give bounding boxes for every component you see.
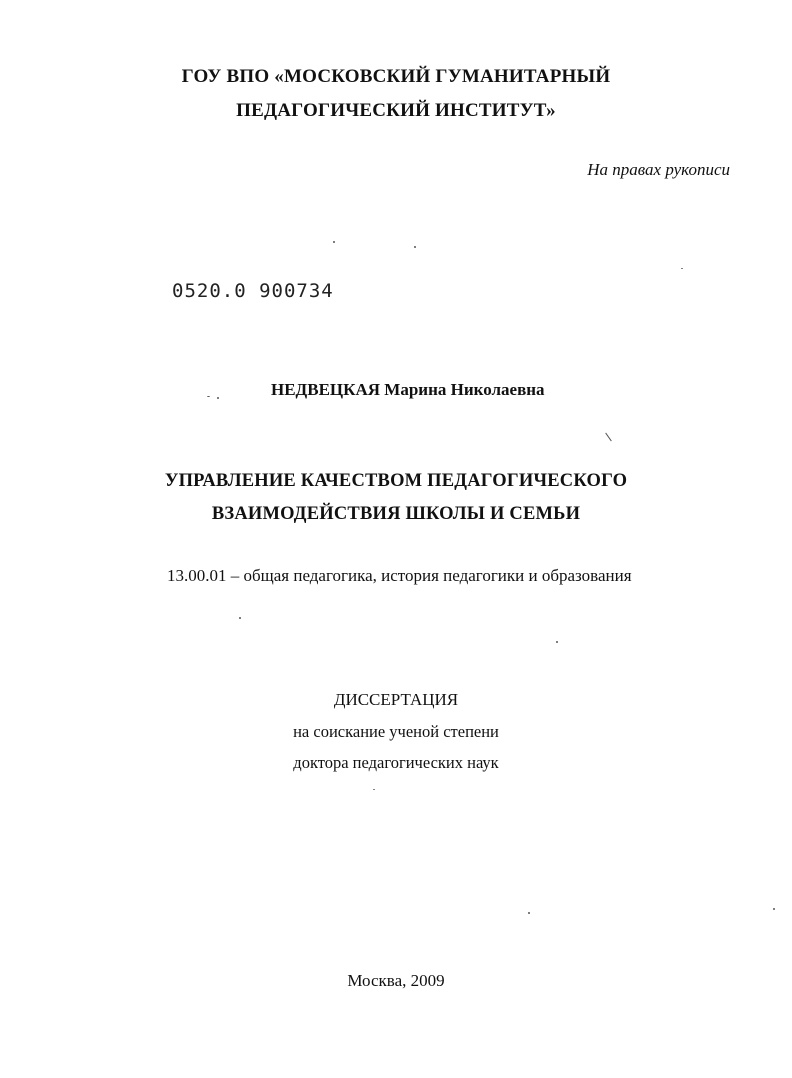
dissertation-title-line-1: УПРАВЛЕНИЕ КАЧЕСТВОМ ПЕДАГОГИЧЕСКОГО: [164, 471, 628, 491]
scan-speck: [239, 617, 241, 619]
scan-speck: [681, 268, 683, 269]
scan-speck: [217, 397, 219, 399]
institution-line-2: ПЕДАГОГИЧЕСКИЙ ИНСТИТУТ»: [236, 100, 556, 121]
scan-speck: [373, 789, 375, 790]
scan-speck: [605, 433, 612, 442]
scan-speck: [556, 641, 558, 643]
scan-speck: [773, 908, 775, 910]
manuscript-note: На правах рукописи: [587, 160, 730, 179]
scan-speck: [414, 246, 416, 248]
degree-purpose: на соискание ученой степени: [293, 722, 499, 741]
specialty-code: 13.00.01 – общая педагогика, история педагогики и образования: [167, 566, 632, 585]
institution-line-1: ГОУ ВПО «МОСКОВСКИЙ ГУМАНИТАРНЫЙ: [181, 66, 611, 87]
scan-speck: [528, 912, 530, 914]
work-type: ДИССЕРТАЦИЯ: [333, 690, 459, 709]
scan-speck: [333, 241, 335, 243]
library-stamp: 0520.0 900734: [172, 280, 334, 302]
author-name: НЕДВЕЦКАЯ Марина Николаевна: [271, 380, 545, 399]
place-and-year: Москва, 2009: [347, 971, 445, 990]
degree-name: доктора педагогических наук: [293, 753, 499, 772]
scan-speck: [207, 396, 210, 397]
dissertation-title-line-2: ВЗАИМОДЕЙСТВИЯ ШКОЛЫ И СЕМЬИ: [211, 504, 581, 524]
